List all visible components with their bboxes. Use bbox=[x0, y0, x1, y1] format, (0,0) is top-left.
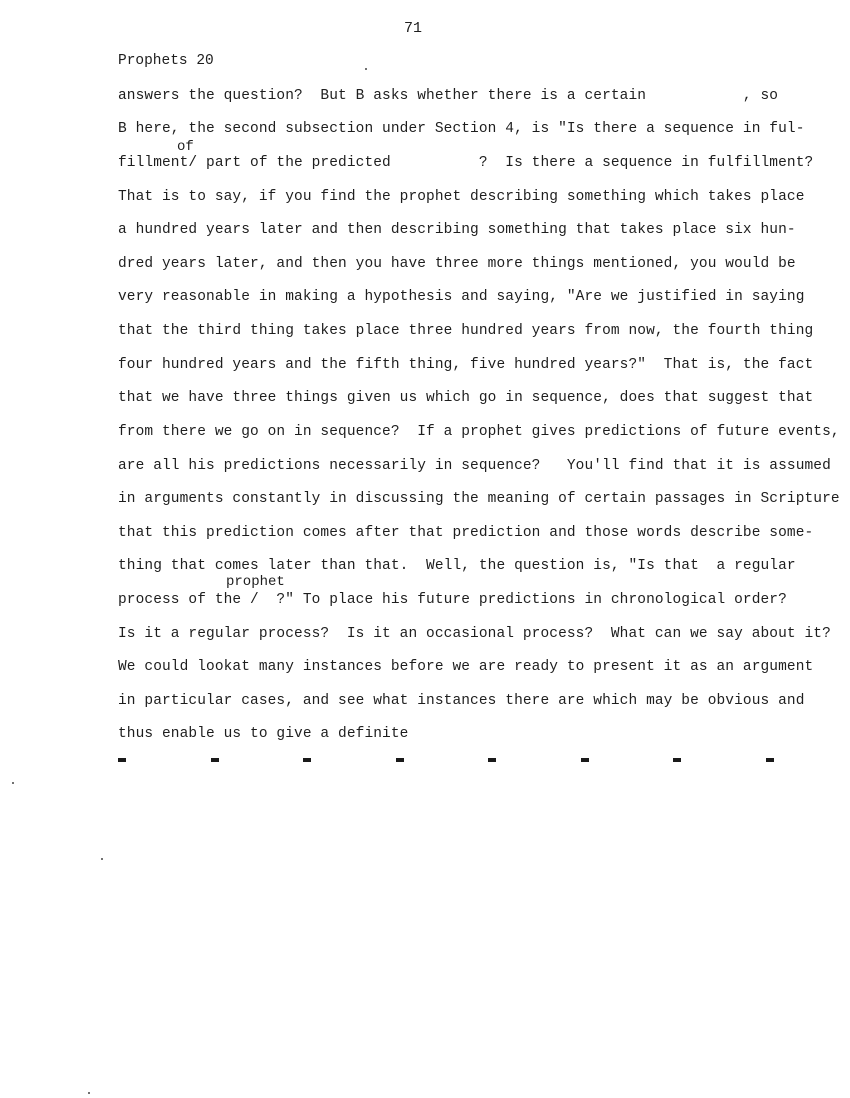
body-line: answers the question? But B asks whether there is a certain , so bbox=[118, 88, 779, 104]
body-line: are all his predictions necessarily in sequence? You'll find that it is assumed bbox=[118, 458, 831, 474]
separator-dash bbox=[396, 758, 404, 762]
body-line: That is to say, if you find the prophet describing something which takes place bbox=[118, 189, 805, 205]
scan-speck bbox=[365, 68, 367, 70]
body-line: process of the / ?" To place his future predictions in chronological order? bbox=[118, 592, 787, 608]
separator-dash bbox=[673, 758, 681, 762]
body-line: fillment/ part of the predicted ? Is there a sequence in fulfillment? bbox=[118, 155, 814, 171]
body-line: We could lookat many instances before we are ready to present it as an argument bbox=[118, 659, 814, 675]
interlinear-insert-of: of bbox=[177, 139, 194, 155]
body-line: in particular cases, and see what instances there are which may be obvious and bbox=[118, 693, 805, 709]
scan-speck bbox=[88, 1092, 90, 1094]
interlinear-insert-prophet: prophet bbox=[226, 574, 285, 590]
body-line: from there we go on in sequence? If a prophet gives predictions of future events, bbox=[118, 424, 840, 440]
body-line: in arguments constantly in discussing the meaning of certain passages in Scripture bbox=[118, 491, 840, 507]
body-line: thing that comes later than that. Well, the question is, "Is that a regular bbox=[118, 558, 796, 574]
body-line: Is it a regular process? Is it an occasional process? What can we say about it? bbox=[118, 626, 831, 642]
body-line: a hundred years later and then describing something that takes place six hun- bbox=[118, 222, 796, 238]
page-number: 71 bbox=[404, 20, 423, 37]
body-line: dred years later, and then you have three more things mentioned, you would be bbox=[118, 256, 796, 272]
separator-dash bbox=[488, 758, 496, 762]
body-line: B here, the second subsection under Section 4, is "Is there a sequence in ful- bbox=[118, 121, 805, 137]
separator-dash bbox=[303, 758, 311, 762]
body-line: thus enable us to give a definite bbox=[118, 726, 409, 742]
page-header: Prophets 20 bbox=[118, 53, 214, 69]
separator-dashes bbox=[118, 758, 774, 762]
separator-dash bbox=[766, 758, 774, 762]
body-line: very reasonable in making a hypothesis and saying, "Are we justified in saying bbox=[118, 289, 805, 305]
scan-speck bbox=[12, 782, 14, 784]
separator-dash bbox=[211, 758, 219, 762]
separator-dash bbox=[118, 758, 126, 762]
body-line: that we have three things given us which go in sequence, does that suggest that bbox=[118, 390, 814, 406]
body-line: that the third thing takes place three hundred years from now, the fourth thing bbox=[118, 323, 814, 339]
separator-dash bbox=[581, 758, 589, 762]
body-line: that this prediction comes after that prediction and those words describe some- bbox=[118, 525, 814, 541]
scan-speck bbox=[101, 858, 103, 860]
body-line: four hundred years and the fifth thing, five hundred years?" That is, the fact bbox=[118, 357, 814, 373]
